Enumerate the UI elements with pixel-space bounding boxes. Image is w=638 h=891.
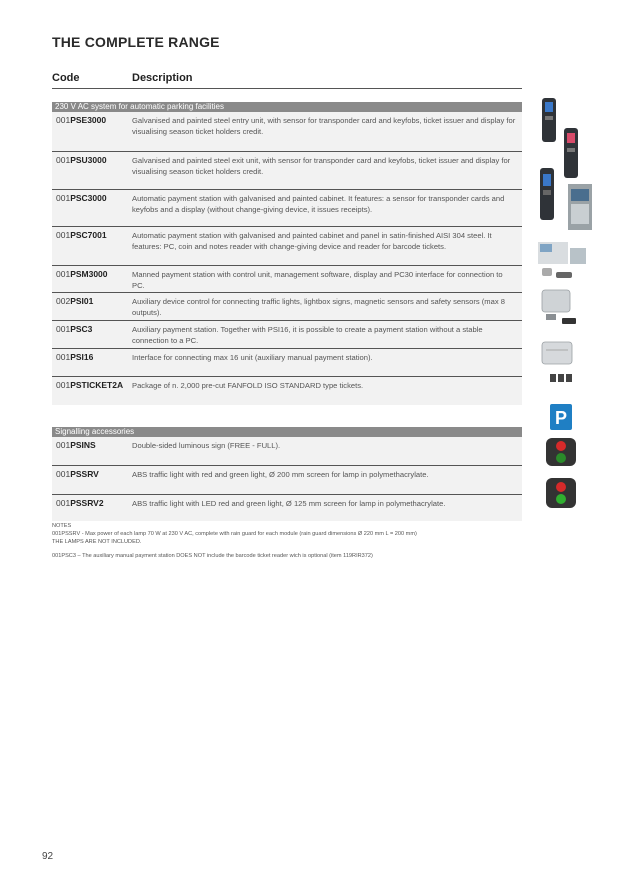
page-number: 92 xyxy=(42,851,54,862)
notes-line: 001PSSRV - Max power of each lamp 70 W at 230 V AC, complete with rain guard for each module (rain guard dimensions Ø 220 mm L = 200 mm) xyxy=(52,531,417,537)
product-description: Auxiliary device control for connecting traffic lights, lightbox signs, magnetic sensors and safety sensors (max 8 outputs). xyxy=(132,297,505,317)
product-code: 001PSSRV2 xyxy=(56,498,104,508)
section-heading: Signalling accessories xyxy=(52,427,522,437)
table-row xyxy=(52,190,522,227)
description-column-header: Description xyxy=(132,72,193,84)
product-code: 001PSC3 xyxy=(56,324,93,334)
table-row xyxy=(52,293,522,321)
interface-image xyxy=(542,342,572,364)
product-description: Double-sided luminous sign (FREE - FULL). xyxy=(132,441,281,450)
product-description: ABS traffic light with red and green light, Ø 200 mm screen for lamp in polymethacrylate. xyxy=(132,470,429,479)
product-description: Package of n. 2,000 pre-cut FANFOLD ISO STANDARD type tickets. xyxy=(132,381,364,390)
automatic-payment-station-image xyxy=(568,184,592,230)
table-row xyxy=(52,152,522,190)
product-description: Automatic payment station with galvanised and painted cabinet and panel in satin-finished AISI 304 steel. It features: PC, coin and notes reader with change-giving device and reader for barcode tickets. xyxy=(132,231,492,251)
payment-station-image xyxy=(540,168,554,220)
product-code: 001PSC3000 xyxy=(56,193,107,203)
product-code: 002PSI01 xyxy=(56,296,94,306)
section-parking-systems xyxy=(52,102,522,405)
product-description: ABS traffic light with LED red and green light, Ø 125 mm screen for lamp in polymethacrylate. xyxy=(132,499,446,508)
luminous-sign-image xyxy=(550,404,572,430)
table-row xyxy=(52,112,522,152)
product-code: 001PSU3000 xyxy=(56,155,107,165)
parking-sign-letter: P xyxy=(554,408,568,428)
traffic-light-image xyxy=(546,438,576,466)
product-description: Interface for connecting max 16 unit (auxiliary manual payment station). xyxy=(132,353,373,362)
product-code: 001PSINS xyxy=(56,440,96,450)
led-traffic-light-image xyxy=(546,478,576,508)
product-code: 001PSC7001 xyxy=(56,230,107,240)
product-code: 001PSM3000 xyxy=(56,269,108,279)
device-control-image xyxy=(542,290,576,324)
table-row xyxy=(52,321,522,349)
table-row xyxy=(52,437,522,466)
product-code: 001PSTICKET2A xyxy=(56,380,124,390)
table-row xyxy=(52,466,522,495)
product-description: Auxiliary payment station. Together with PSI16, it is possible to create a payment station without a stable connection to a PC. xyxy=(132,325,483,345)
product-description: Automatic payment station with galvanised and painted cabinet. It features: a sensor for transponder cards and keyfobs and a display (without change-giving device, it issues receipts). xyxy=(132,194,505,214)
product-code: 001PSE3000 xyxy=(56,115,107,125)
notes xyxy=(52,522,522,560)
table-row xyxy=(52,227,522,266)
table-header xyxy=(52,72,522,89)
exit-unit-image xyxy=(564,128,578,178)
table-row xyxy=(52,495,522,521)
product-code: 001PSI16 xyxy=(56,352,94,362)
product-code: 001PSSRV xyxy=(56,469,99,479)
notes-line: THE LAMPS ARE NOT INCLUDED. xyxy=(52,539,142,545)
table-row xyxy=(52,349,522,377)
notes-label: NOTES xyxy=(52,523,72,529)
ticket-package-image xyxy=(550,374,572,382)
section-signalling-accessories xyxy=(52,427,522,521)
table-row xyxy=(52,266,522,293)
table-row xyxy=(52,377,522,405)
section-heading: 230 V AC system for automatic parking facilities xyxy=(52,102,522,112)
page-title: THE COMPLETE RANGE xyxy=(52,34,220,50)
product-images xyxy=(530,92,610,532)
code-column-header: Code xyxy=(52,72,80,84)
notes-line: 001PSC3 – The auxiliary manual payment station DOES NOT include the barcode ticket reader wich is optional (item 119RIR372) xyxy=(52,553,373,559)
product-description: Galvanised and painted steel entry unit, with sensor for transponder card and keyfobs, ticket issuer and display for visualising season ticket holders credit. xyxy=(132,116,516,136)
entry-unit-image xyxy=(542,98,556,142)
manned-station-image xyxy=(538,242,586,278)
product-description: Manned payment station with control unit, management software, display and PC30 interface for connection to PC. xyxy=(132,270,503,290)
product-description: Galvanised and painted steel exit unit, with sensor for transponder card and keyfobs, ticket issuer and display for visualising season ticket holders credit. xyxy=(132,156,511,176)
